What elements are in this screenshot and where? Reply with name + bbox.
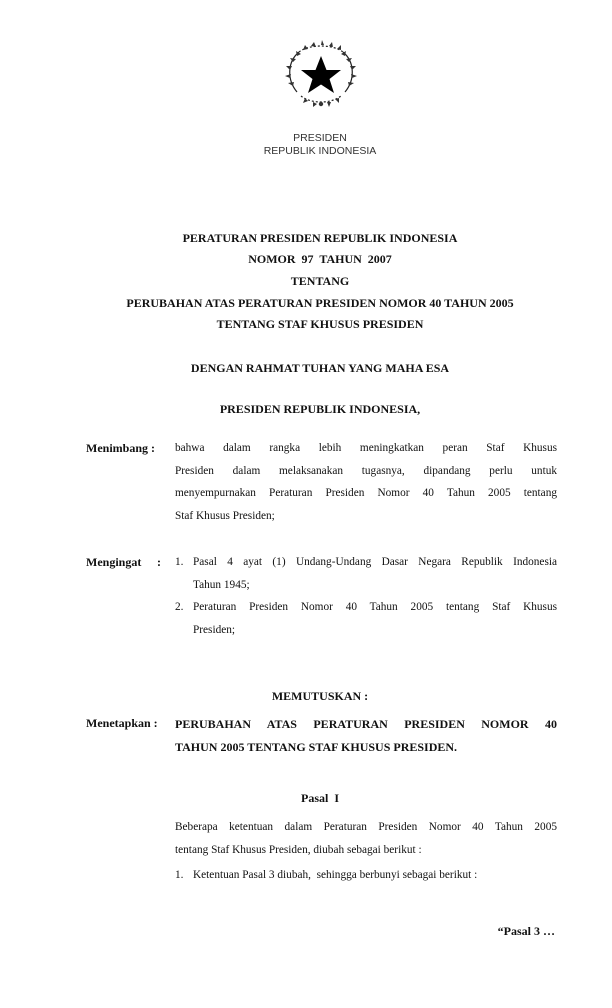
menimbang-line: Presiden dalam melaksanakan tugasnya, dipandang perlu untuk	[175, 464, 557, 477]
menetapkan-body	[175, 713, 557, 758]
mengingat-label: Mengingat	[86, 555, 142, 569]
menimbang-body	[175, 437, 557, 527]
mengingat-item-line: Presiden;	[193, 623, 236, 636]
office-name-line2: REPUBLIK INDONESIA	[263, 145, 377, 157]
mengingat-item-line: Peraturan Presiden Nomor 40 Tahun 2005 tentang Staf Khusus	[193, 601, 557, 613]
regulation-subject-line2: TENTANG STAF KHUSUS PRESIDEN	[216, 317, 424, 331]
menimbang-line: menyempurnakan Peraturan Presiden Nomor 40 Tahun 2005 tentang	[175, 487, 557, 499]
pasal-item-text: Ketentuan Pasal 3 diubah, sehingga berbunyi sebagai berikut :	[193, 869, 478, 881]
list-number: 1.	[175, 556, 184, 568]
mengingat-item-2	[175, 596, 557, 641]
pasal-intro	[175, 816, 557, 861]
preamble-divine-grace: DENGAN RAHMAT TUHAN YANG MAHA ESA	[190, 361, 450, 375]
preamble-president: PRESIDEN REPUBLIK INDONESIA,	[219, 402, 421, 416]
page-continuation: “Pasal 3 …	[497, 924, 555, 938]
regulation-number: NOMOR 97 TAHUN 2007	[248, 252, 392, 266]
mengingat-item-line: Pasal 4 ayat (1) Undang-Undang Dasar Negara Republik Indonesia	[193, 556, 557, 568]
menetapkan-label: Menetapkan :	[86, 716, 158, 730]
pasal-item-1	[175, 864, 557, 887]
office-name-line1: PRESIDEN	[293, 132, 347, 144]
regulation-subject-line1: PERUBAHAN ATAS PERATURAN PRESIDEN NOMOR 40 TAHUN 2005	[126, 296, 514, 310]
memutuskan-heading: MEMUTUSKAN :	[271, 689, 369, 703]
menimbang-line: Staf Khusus Presiden;	[175, 509, 275, 522]
menetapkan-line: PERUBAHAN ATAS PERATURAN PRESIDEN NOMOR 40	[175, 717, 557, 731]
mengingat-item-line: Tahun 1945;	[193, 578, 250, 591]
garuda-star-wreath-emblem-icon	[283, 40, 359, 110]
list-number: 2.	[175, 601, 184, 613]
menetapkan-line: TAHUN 2005 TENTANG STAF KHUSUS PRESIDEN.	[175, 739, 458, 754]
pasal-heading: Pasal I	[300, 791, 339, 805]
mengingat-colon: :	[157, 555, 161, 569]
menimbang-line: bahwa dalam rangka lebih meningkatkan peran Staf Khusus	[175, 442, 557, 454]
mengingat-item-1	[175, 551, 557, 596]
list-number: 1.	[175, 869, 184, 881]
regulation-title: PERATURAN PRESIDEN REPUBLIK INDONESIA	[182, 231, 458, 245]
regulation-tentang: TENTANG	[290, 274, 350, 288]
menimbang-label: Menimbang :	[86, 441, 155, 455]
pasal-intro-line: Beberapa ketentuan dalam Peraturan Presiden Nomor 40 Tahun 2005	[175, 821, 557, 833]
pasal-intro-line: tentang Staf Khusus Presiden, diubah sebagai berikut :	[175, 843, 422, 856]
